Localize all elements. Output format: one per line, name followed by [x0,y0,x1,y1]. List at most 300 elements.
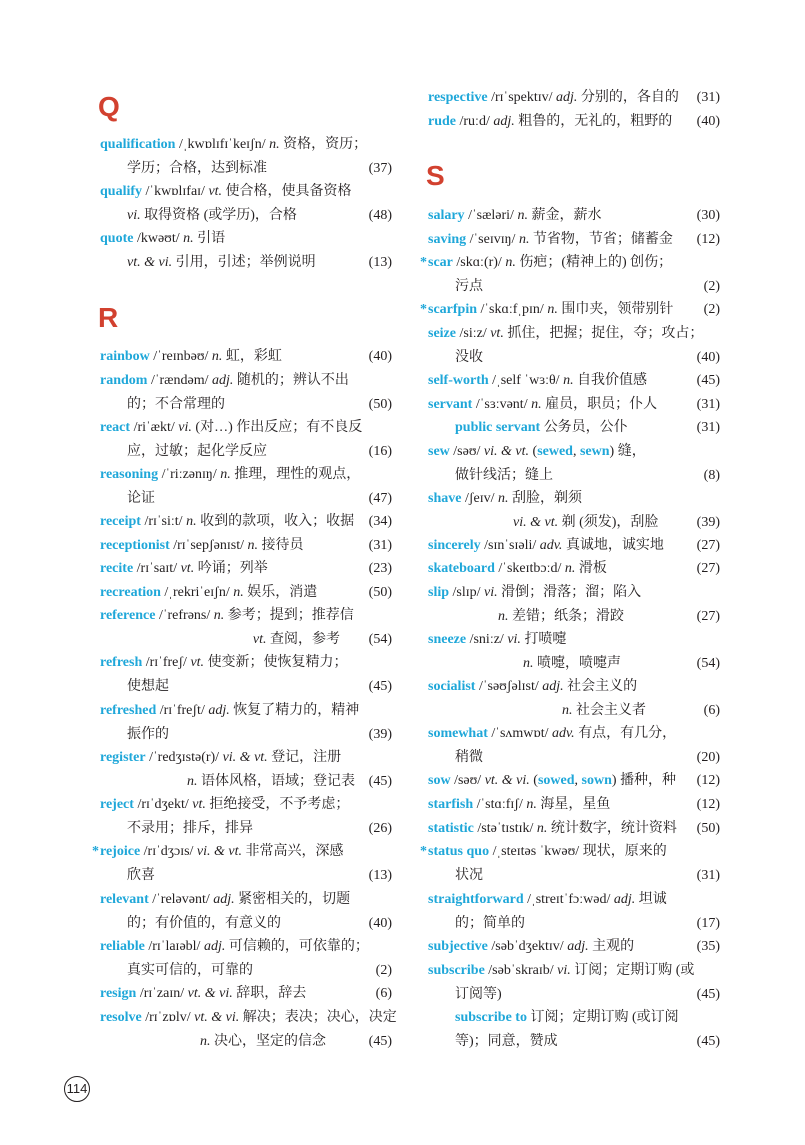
phonetic: /ˈseɪvɪŋ/ [466,232,519,247]
headword: skateboard [428,561,495,576]
entry-rejoice [92,840,392,887]
entry-register [100,746,392,793]
headword: receptionist [100,538,170,553]
definition: 围巾夹，领带别针 [557,302,674,317]
star-marker: * [420,844,427,859]
phonetic: /rɪˈdʒekt/ [133,797,193,812]
definition: 随机的；辨认不出 [233,373,349,388]
definition-cont: 剃 (须发)，刮脸 [558,514,659,530]
part-of-speech: vt. & vi. [484,773,530,788]
entry-respective [428,86,720,110]
definition-cont: 差错；纸条；滑跤 [508,608,624,624]
part-of-speech: vi. [484,585,498,600]
lesson-ref: (45) [368,678,392,694]
past-participle: sown [581,773,612,788]
entry-sneeze [428,628,720,675]
part-of-speech: vt. & vi. [187,986,233,1001]
headword: saving [428,232,467,247]
phonetic: /rɪˈzɒlv/ [141,1010,195,1025]
lesson-ref: (31) [696,867,720,883]
lesson-ref: (40) [368,349,392,364]
headword: qualify [100,184,143,199]
phonetic: /ˌself ˈwɜːθ/ [488,373,564,388]
lesson-ref: (45) [696,373,720,388]
definition-cont: 等)；同意，赞成 [455,1033,558,1049]
phonetic: /rɪˈsiːt/ [140,514,187,529]
part-of-speech: adj. [567,939,589,954]
definition-cont: 做针线活；缝上 [455,467,553,483]
lesson-ref: (54) [368,631,392,647]
lesson-ref: (50) [368,396,392,412]
definition-cont: 应，过敏；起化学反应 [127,443,267,459]
definition: 订阅；定期订购 (或 [570,963,695,978]
phonetic: /siːz/ [455,326,491,341]
headword: subjective [428,939,488,954]
definition: 收到的款项，收入；收据 [196,514,355,529]
entry-starfish [428,793,720,817]
phonetic: /rɪˈdʒɔɪs/ [140,844,197,859]
part-of-speech: adj. [208,703,230,718]
lesson-ref: (50) [696,821,720,836]
definition: 娱乐，消遣 [243,585,318,600]
part-of-speech: n. [200,1033,211,1049]
headword: resign [100,986,137,1001]
headword: refreshed [100,703,157,718]
entry-recreation [100,581,392,605]
definition: 缝， [614,444,646,459]
phonetic: /ruːd/ [456,114,494,129]
definition-cont: 喷嚏，喷嚏声 [533,655,621,671]
headword: reject [100,797,134,812]
headword: sew [428,444,450,459]
part-of-speech: adj. [556,90,578,105]
part-of-speech: n. [564,561,576,576]
definition: 公务员，公仆 [540,420,628,435]
definition: 滑倒；滑落；溜；陷入 [497,585,642,600]
definition: 吟诵；列举 [194,561,268,576]
entry-scar [420,251,720,298]
headword: reference [100,608,156,623]
lesson-ref: (45) [696,986,720,1002]
entry-sow [428,769,720,793]
headword: sow [428,773,451,788]
definition: 播种，种 [616,773,677,788]
definition: 非常高兴，深感 [242,844,344,859]
headword: servant [428,397,473,412]
phonetic: /səbˈdʒektɪv/ [487,939,568,954]
entry-reject [100,793,392,840]
entry-saving [428,228,720,252]
definition-cont: 的；简单的 [455,915,525,931]
definition-cont: 使想起 [127,678,169,694]
headword: refresh [100,655,143,670]
phonetic: /ˈstɑːfɪʃ/ [473,797,527,812]
headword: reasoning [100,467,159,482]
section-letter-s: S [426,160,445,191]
entry-resolve [100,1006,397,1053]
phonetic: /stəˈtɪstɪk/ [473,821,537,836]
headword: reliable [100,939,145,954]
entry-statistic [428,817,720,841]
entry-refreshed [100,699,392,746]
headword: rejoice [100,844,141,859]
headword: quote [100,231,134,246]
phonetic: /səbˈskraɪb/ [484,963,558,978]
part-of-speech: n. [233,585,244,600]
phonetic: /ˈriːzənɪŋ/ [158,467,221,482]
lesson-ref: (31) [368,538,392,553]
headword: react [100,420,131,435]
definition-cont: 污点 [455,278,483,294]
headword: qualification [100,137,176,152]
entry-relevant [100,888,392,935]
part-of-speech: vi. [507,632,521,647]
past-participle: sewn [579,444,610,459]
headword: recite [100,561,134,576]
definition-cont: 不录用；排斥，排异 [127,820,253,836]
part-of-speech: n. [526,797,537,812]
lesson-ref: (34) [368,514,392,529]
sub-headword: subscribe to [455,1010,527,1025]
definition: 自我价值感 [573,373,648,388]
lesson-ref: (27) [696,538,720,553]
part-of-speech: vt. [252,631,267,647]
part-of-speech: vt. & vi. [127,254,173,270]
separator: , [572,444,580,459]
sub-headword: public servant [455,420,541,435]
star-marker: * [92,844,99,859]
part-of-speech: vt. [208,184,223,199]
definition: 坦诚 [635,892,667,907]
page-number: 114 [64,1076,90,1102]
entry-status-quo [420,840,720,887]
phonetic: /ˌsteɪtəs ˈkwəʊ/ [489,844,583,859]
lesson-ref: (30) [696,208,720,223]
headword: subscribe [428,963,485,978]
phonetic: /rɪˈfreʃt/ [156,703,209,718]
definition: 真诚地，诚实地 [562,538,664,553]
lesson-ref: (31) [696,397,720,412]
entry-skateboard [428,557,720,581]
part-of-speech: n. [505,255,516,270]
entry-sincerely [428,534,720,558]
part-of-speech: n. [563,373,574,388]
definition: 统计数字，统计资料 [547,821,677,836]
phonetic: /ˈreɪnbəʊ/ [149,349,212,364]
headword: statistic [428,821,474,836]
star-marker: * [420,302,427,317]
phonetic: /ˈskɑːfˌpɪn/ [477,302,548,317]
definition-cont: 引用，引述；举例说明 [172,254,316,270]
lesson-ref: (27) [696,608,720,624]
headword: slip [428,585,450,600]
definition: 打喷嚏 [520,632,567,647]
entry-receipt [100,510,392,534]
part-of-speech: adj. [203,939,226,954]
lesson-ref: (45) [368,1033,392,1049]
lesson-ref: (35) [696,939,720,954]
headword: seize [428,326,456,341]
entry-reasoning [100,463,392,510]
definition: 恢复了精力的，精神 [229,703,360,718]
phonetic: /slɪp/ [449,585,485,600]
lesson-ref: (8) [703,467,720,483]
part-of-speech: n. [187,773,198,789]
part-of-speech: vi. [127,207,141,223]
phonetic: /ˈreləvənt/ [148,892,214,907]
definition-cont: 语体风格，语域；登记表 [197,773,355,789]
part-of-speech: vi. [557,963,571,978]
entry-random [100,369,392,416]
entry-scarfpin [420,298,720,322]
definition-cont: 真实可信的，可靠的 [127,962,253,978]
part-of-speech: n. [211,349,223,364]
lesson-ref: (23) [368,561,392,576]
entry-subscribe-to [428,1006,720,1053]
lesson-ref: (40) [696,114,720,129]
phonetic: /rɪˈspektɪv/ [487,90,557,105]
phonetic: /səʊ/ [450,773,485,788]
definition-cont: 决心，坚定的信念 [210,1033,326,1049]
headword: shave [428,491,462,506]
lesson-ref: (54) [696,655,720,671]
lesson-ref: (2) [703,302,720,317]
entry-recite [100,557,392,581]
definition: 社会主义的 [563,679,638,694]
definition: 接待员 [258,538,304,553]
phonetic: /kwəʊt/ [133,231,184,246]
definition-cont: 的；不合常理的 [127,396,225,412]
headword: scar [428,255,453,270]
lesson-ref: (37) [368,160,392,176]
entry-refresh [100,651,392,698]
phonetic: /ˈsæləri/ [464,208,518,223]
definition: 虹，彩虹 [222,349,282,364]
lesson-ref: (13) [368,867,392,883]
entry-quote [100,227,392,274]
definition: 解决；表决；决心，决定 [239,1010,397,1025]
entry-subscribe [428,959,720,1006]
entry-resign [100,982,392,1006]
lesson-ref: (31) [696,90,720,105]
definition-cont: 的；有价值的，有意义的 [127,915,281,931]
headword: self-worth [428,373,489,388]
phonetic: /ˈskeɪtbɔːd/ [494,561,565,576]
definition: 滑板 [575,561,607,576]
definition: 拒绝接受，不予考虑； [205,797,350,812]
part-of-speech: n. [186,514,197,529]
star-marker: * [420,255,427,270]
entry-somewhat [428,722,720,769]
part-of-speech: vi. [178,420,192,435]
phonetic: /ˌrekriˈeɪʃn/ [160,585,234,600]
headword: respective [428,90,488,105]
lesson-ref: (39) [368,726,392,742]
definition: (对…) 作出反应；有不良反 [191,420,363,435]
definition-cont: 欣喜 [127,867,155,883]
past-form: sowed [537,773,575,788]
headword: register [100,750,146,765]
definition: 紧密相关的，切题 [234,892,351,907]
definition-cont: 学历；合格，达到标准 [127,160,267,176]
definition: 海星，星鱼 [536,797,611,812]
part-of-speech: n. [517,208,528,223]
lesson-ref: (45) [696,1033,720,1049]
part-of-speech: adj. [212,373,234,388]
entry-subjective [428,935,720,959]
lesson-ref: (48) [368,207,392,223]
definition-cont: 订阅等) [455,986,502,1002]
lesson-ref: (17) [696,915,720,931]
phonetic: /ˌstreɪtˈfɔːwəd/ [523,892,614,907]
entry-socialist [428,675,720,722]
headword: somewhat [428,726,488,741]
entry-shave [428,487,720,534]
part-of-speech: vt. [180,561,195,576]
headword: rainbow [100,349,150,364]
lesson-ref: (2) [375,962,392,978]
section-letter-q: Q [98,91,120,122]
headword: status quo [428,844,490,859]
definition: 登记，注册 [267,750,342,765]
part-of-speech: n. [269,137,280,152]
forms-open: ( [529,773,538,788]
part-of-speech: vt. & vi. [194,1010,240,1025]
part-of-speech: adj. [493,114,515,129]
part-of-speech: n. [183,231,194,246]
definition-cont: 查阅，参考 [266,631,340,647]
phonetic: /riˈækt/ [130,420,179,435]
definition-cont: 没收 [455,349,483,365]
definition-cont: 状况 [455,867,483,883]
headword: sneeze [428,632,467,647]
definition: 雇员，职员；仆人 [541,397,658,412]
lesson-ref: (45) [368,773,392,789]
part-of-speech: adj. [213,892,235,907]
phonetic: /sniːz/ [466,632,508,647]
part-of-speech: adj. [613,892,636,907]
lesson-ref: (2) [703,278,720,294]
definition: 订阅；定期订购 (或订阅 [526,1010,679,1025]
phonetic: /ˈsʌmwɒt/ [487,726,552,741]
entry-rude [428,110,720,134]
section-letter-r: R [98,302,119,333]
phonetic: /ˈsɜːvənt/ [472,397,532,412]
part-of-speech: n. [518,232,530,247]
definition: 可信赖的，可依靠的； [225,939,369,954]
definition: 现状，原来的 [582,844,667,859]
definition-cont: 社会主义者 [572,702,646,718]
definition-cont: 取得资格 (或学历)，合格 [140,207,297,223]
entry-servant [428,393,720,417]
definition: 粗鲁的，无礼的，粗野的 [514,114,673,129]
lesson-ref: (50) [368,585,392,600]
part-of-speech: vt. [190,655,205,670]
definition-cont: 论证 [127,490,155,506]
entry-slip [428,581,720,628]
definition: 薪金，薪水 [527,208,602,223]
headword: relevant [100,892,149,907]
lesson-ref: (20) [696,749,720,765]
entry-receptionist [100,534,392,558]
definition: 资格，资历； [279,137,368,152]
lesson-ref: (6) [375,986,392,1001]
lesson-ref: (12) [696,773,720,788]
forms-close: ) [609,444,615,459]
part-of-speech: adj. [542,679,564,694]
phonetic: /rɪˈzaɪn/ [136,986,188,1001]
definition: 伤疤；(精神上的) 创伤； [515,255,673,270]
entry-self-worth [428,369,720,393]
lesson-ref: (27) [696,561,720,576]
phonetic: /ˈredʒɪstə(r)/ [145,750,223,765]
lesson-ref: (26) [368,820,392,836]
headword: scarfpin [428,302,477,317]
definition: 引语 [193,231,226,246]
part-of-speech: n. [247,538,258,553]
definition: 使变新；使恢复精力； [204,655,348,670]
separator: , [574,773,582,788]
phonetic: /ʃeɪv/ [461,491,498,506]
definition-cont: 稍微 [455,749,483,765]
definition: 分别的，各自的 [577,90,679,105]
part-of-speech: n. [531,397,542,412]
phonetic: /ˈkwɒlɪfaɪ/ [142,184,209,199]
phonetic: /rɪˈfreʃ/ [142,655,191,670]
phonetic: /rɪˈsepʃənɪst/ [169,538,248,553]
headword: rude [428,114,456,129]
definition: 抓住，把握；捉住，夺；攻占； [503,326,704,341]
entry-qualify [100,180,392,227]
definition: 有点，有几分， [574,726,677,741]
part-of-speech: n. [220,467,231,482]
phonetic: /ˌkwɒlɪfɪˈkeɪʃn/ [175,137,270,152]
headword: receipt [100,514,141,529]
headword: starfish [428,797,474,812]
lesson-ref: (12) [696,797,720,812]
lesson-ref: (47) [368,490,392,506]
phonetic: /ˈrefrəns/ [155,608,214,623]
definition-cont: 振作的 [127,726,169,742]
lesson-ref: (13) [368,254,392,270]
part-of-speech: vt. [490,326,504,341]
definition: 主观的 [588,939,635,954]
headword: salary [428,208,465,223]
lesson-ref: (12) [696,232,720,247]
phonetic: /skɑː(r)/ [452,255,506,270]
headword: socialist [428,679,476,694]
phonetic: /sɪnˈsɪəli/ [480,538,540,553]
part-of-speech: adv. [539,538,563,553]
entry-seize [428,322,720,369]
part-of-speech: n. [536,821,548,836]
definition: 使合格，使具备资格 [222,184,352,199]
lesson-ref: (39) [696,514,720,530]
definition: 节省物，节省；储蓄金 [529,232,673,247]
forms-open: ( [529,444,538,459]
entry-sew [428,440,720,487]
part-of-speech: n. [498,491,509,506]
headword: sincerely [428,538,481,553]
entry-straightforward [428,888,720,935]
lesson-ref: (40) [696,349,720,365]
part-of-speech: vt. [192,797,206,812]
entry-rainbow [100,345,392,369]
part-of-speech: vi. & vt. [483,444,530,459]
headword: straightforward [428,892,524,907]
definition: 推理，理性的观点， [230,467,361,482]
phonetic: /ˈrændəm/ [147,373,212,388]
